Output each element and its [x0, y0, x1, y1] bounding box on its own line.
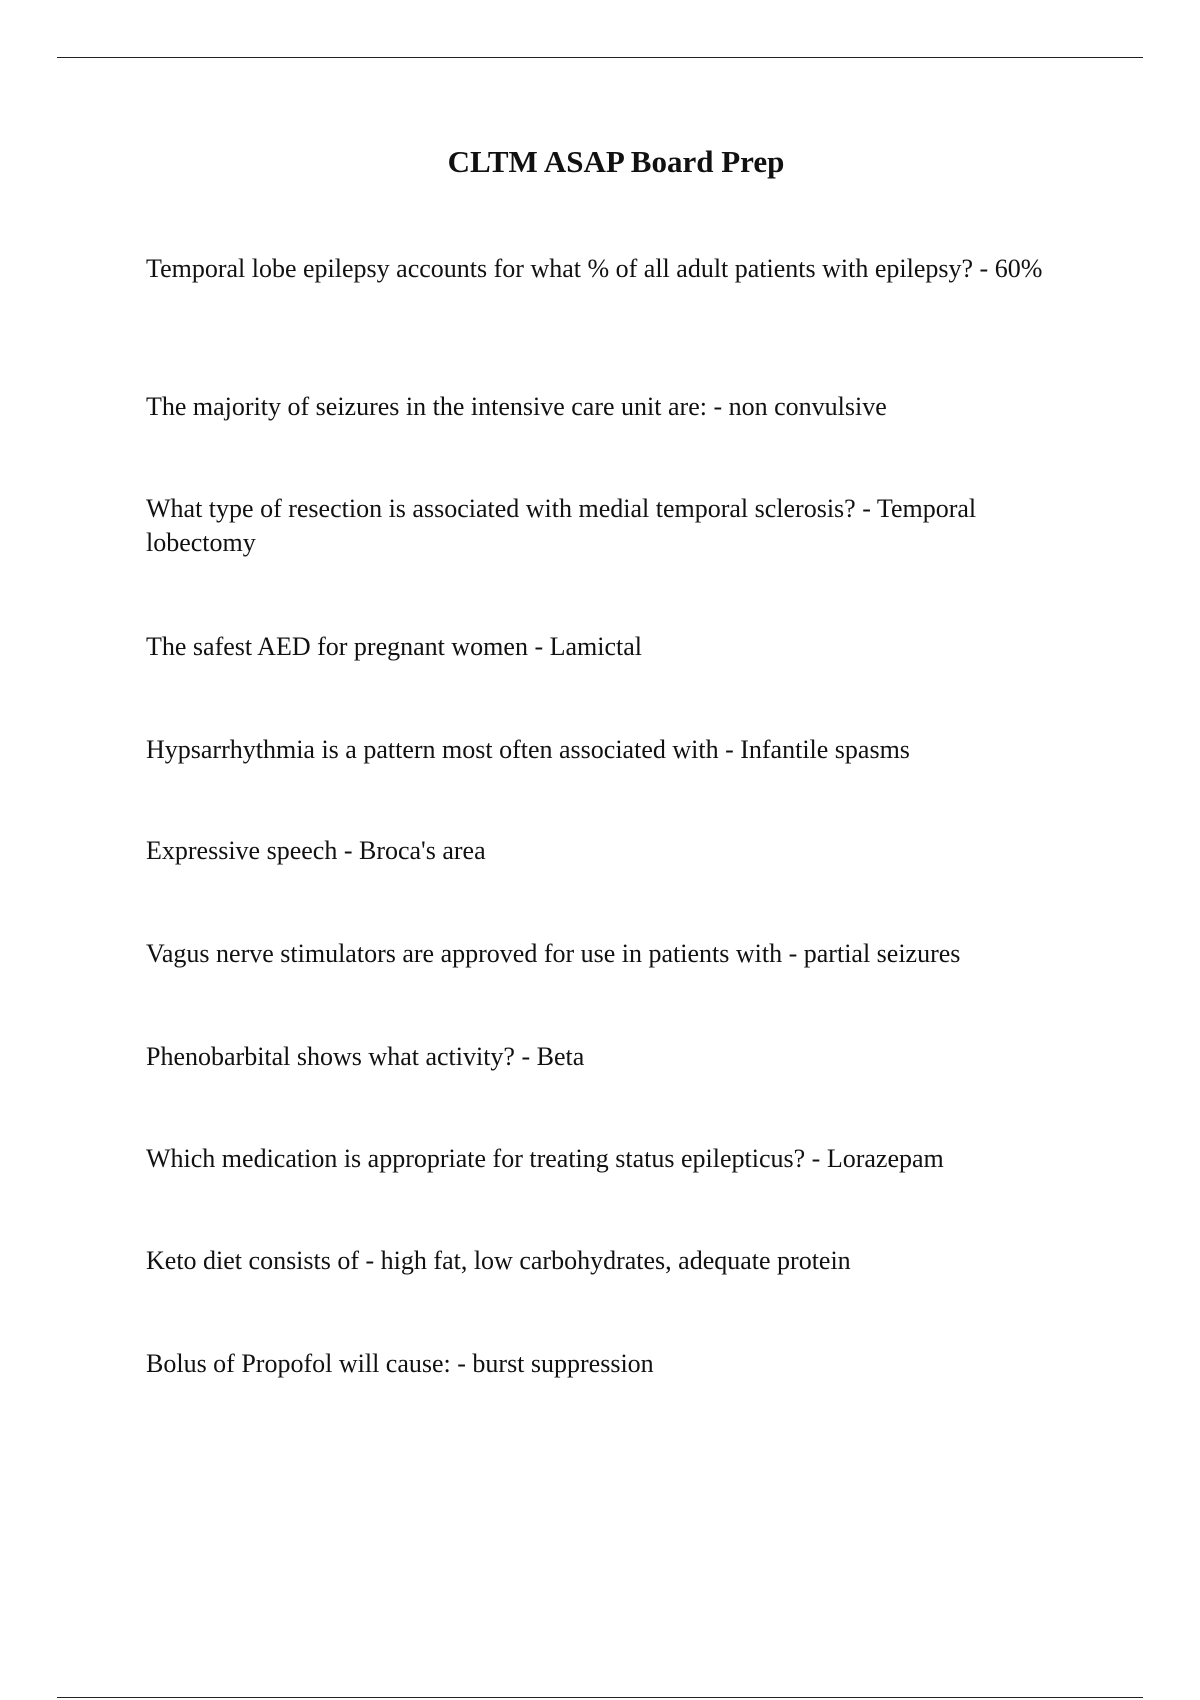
qa-item: Temporal lobe epilepsy accounts for what % of all adult patients with epilepsy? - 60% [146, 254, 1043, 283]
footer-rule [57, 1697, 1143, 1698]
qa-item: Which medication is appropriate for treating status epilepticus? - Lorazepam [146, 1144, 944, 1173]
qa-item: Hypsarrhythmia is a pattern most often associated with - Infantile spasms [146, 735, 910, 764]
qa-item: Expressive speech - Broca's area [146, 836, 486, 865]
qa-item: What type of resection is associated with medial temporal sclerosis? - Temporal lobectomy [146, 494, 977, 557]
qa-item: Bolus of Propofol will cause: - burst suppression [146, 1349, 654, 1378]
qa-item: Phenobarbital shows what activity? - Beta [146, 1042, 585, 1071]
qa-item: The safest AED for pregnant women - Lamictal [146, 632, 642, 661]
qa-item: The majority of seizures in the intensive care unit are: - non convulsive [146, 392, 887, 421]
header-rule [57, 57, 1143, 58]
qa-item: Keto diet consists of - high fat, low carbohydrates, adequate protein [146, 1246, 851, 1275]
page-title: CLTM ASAP Board Prep [447, 144, 785, 179]
qa-item: Vagus nerve stimulators are approved for use in patients with - partial seizures [146, 939, 961, 968]
